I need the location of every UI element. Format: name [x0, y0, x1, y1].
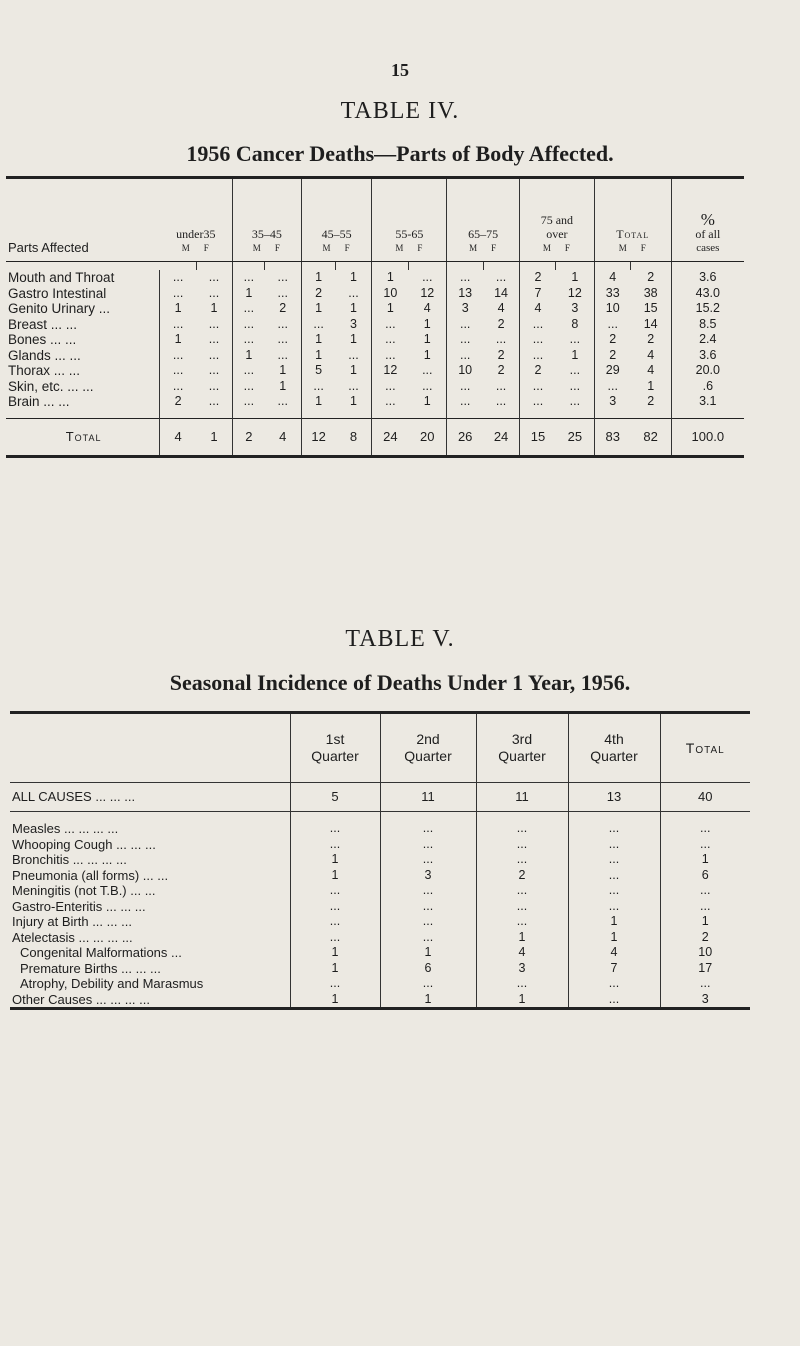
cell: 7: [568, 961, 660, 977]
cell: ...: [660, 821, 750, 837]
cell: 4: [476, 945, 568, 961]
cell: ...: [160, 363, 196, 379]
cell: ...: [520, 394, 556, 410]
cell: ...: [660, 837, 750, 853]
cell: ...: [277, 285, 288, 300]
cell: 100.0: [671, 418, 744, 456]
cell: ...: [232, 270, 264, 286]
cell: 6: [380, 961, 476, 977]
table-v-subtitle: Seasonal Incidence of Deaths Under 1 Year, 1956.: [169, 670, 631, 695]
cell: ...: [476, 976, 568, 992]
cell: ...: [495, 332, 507, 346]
cell: ...: [520, 379, 556, 395]
cell: 1: [350, 332, 357, 346]
cell: 1: [568, 930, 660, 946]
cell: 4: [520, 301, 556, 317]
cell: ...: [290, 821, 380, 837]
cell: ...: [290, 930, 380, 946]
cell: ...: [372, 348, 408, 364]
row-label: ALL CAUSES ... ... ...: [10, 783, 290, 812]
cell: ...: [372, 394, 408, 410]
cell: ...: [569, 363, 581, 377]
cell: ...: [232, 332, 264, 348]
cell: 8: [336, 418, 372, 456]
cell: ...: [232, 317, 264, 333]
cell: 4: [647, 363, 655, 377]
cell: ...: [348, 285, 359, 300]
cell: 1: [350, 270, 357, 284]
cell: 2: [647, 394, 655, 408]
cell: 4: [423, 301, 431, 315]
cell: 2: [647, 270, 655, 284]
cell: ...: [301, 317, 335, 333]
cell: ...: [277, 316, 288, 331]
cell: 3: [571, 301, 579, 315]
cell: ...: [380, 883, 476, 899]
cell: ...: [380, 852, 476, 868]
cell: ...: [380, 930, 476, 946]
cell: 1: [210, 301, 218, 315]
cell: ...: [208, 332, 220, 346]
cell: 4: [647, 347, 655, 362]
cell: ...: [594, 317, 630, 333]
table-row: [10, 821, 750, 837]
cell: 17: [660, 961, 750, 977]
cell: 3.6: [671, 348, 744, 364]
cell: 38: [643, 285, 658, 300]
cell: 1: [647, 378, 655, 393]
cancer-deaths-table: [6, 176, 744, 458]
cell: ...: [476, 883, 568, 899]
cell: 6: [660, 868, 750, 884]
table-row: [10, 914, 750, 930]
row-label: Gastro Intestinal: [8, 285, 107, 301]
cell: ...: [568, 868, 660, 884]
cell: ...: [495, 378, 507, 393]
row-label: Breast ... ...: [8, 316, 78, 332]
row-label: Thorax ... ...: [8, 363, 81, 378]
cell: 4: [497, 301, 505, 315]
cell: 1: [301, 270, 335, 286]
cell: ...: [495, 270, 507, 284]
row-label: Brain ... ...: [8, 394, 70, 409]
cell: ...: [372, 379, 408, 395]
table-row: [10, 837, 750, 853]
q4-header: 4th Quarter: [568, 713, 660, 783]
cell: 1: [232, 348, 264, 364]
cell: 29: [594, 363, 630, 379]
cell: ...: [476, 914, 568, 930]
cell: ...: [160, 317, 196, 333]
table-row: [6, 332, 744, 348]
cell: 2: [476, 868, 568, 884]
cell: ...: [232, 379, 264, 395]
cell: ...: [208, 347, 220, 362]
cell: 1: [279, 363, 287, 377]
cell: 15: [520, 418, 556, 456]
cell: 1: [290, 945, 380, 961]
cell: 15.2: [671, 301, 744, 317]
page-number: 15: [391, 60, 409, 80]
cell: 2: [301, 286, 335, 302]
table-row: [10, 961, 750, 977]
percent-header: % of all cases: [671, 178, 744, 262]
cell: 2.4: [671, 332, 744, 348]
cell: 3: [380, 868, 476, 884]
cell: 1: [476, 930, 568, 946]
cell: 1: [279, 378, 287, 393]
cell: 2: [520, 363, 556, 379]
cell: 2: [647, 332, 655, 346]
cell: ...: [380, 821, 476, 837]
table-row: [6, 348, 744, 364]
cell: 20.0: [671, 363, 744, 379]
cell: ...: [476, 899, 568, 915]
cell: ...: [568, 899, 660, 915]
cell: 1: [380, 945, 476, 961]
row-label: Bronchitis ... ... ... ...: [12, 852, 127, 867]
cell: 40: [660, 783, 750, 812]
table-row: [10, 899, 750, 915]
cell: ...: [380, 914, 476, 930]
age-group-header: 75 and over M F: [520, 178, 595, 262]
cell: 33: [594, 286, 630, 302]
cell: ...: [422, 378, 433, 393]
cell: 1: [568, 914, 660, 930]
cell: 4: [594, 270, 630, 286]
cell: ...: [208, 316, 220, 331]
cell: 1: [423, 347, 431, 362]
cell: 12: [372, 363, 408, 379]
cell: 3.6: [671, 270, 744, 286]
cell: 5: [301, 363, 335, 379]
row-label: Atelectasis ... ... ... ...: [12, 929, 133, 945]
q2-header: 2nd Quarter: [380, 713, 476, 783]
cell: ...: [447, 270, 483, 286]
cell: ...: [232, 301, 264, 317]
cell: 10: [447, 363, 483, 379]
cell: 3.1: [671, 394, 744, 410]
cell: 1: [290, 992, 380, 1009]
cell: 11: [380, 783, 476, 812]
cell: ...: [568, 976, 660, 992]
cell: ...: [476, 821, 568, 837]
cell: 2: [497, 316, 505, 331]
cell: 24: [483, 418, 519, 456]
cell: ...: [447, 348, 483, 364]
cell: ...: [422, 270, 433, 284]
table-row: [6, 301, 744, 317]
cell: 4: [160, 418, 196, 456]
row-label: Meningitis (not T.B.) ... ...: [12, 883, 156, 898]
cell: 12: [567, 285, 582, 300]
cell: 1: [350, 301, 357, 315]
cell: ...: [594, 379, 630, 395]
cell: .6: [671, 379, 744, 395]
cell: ...: [208, 285, 220, 300]
cell: 1: [571, 270, 579, 284]
cell: 2: [497, 347, 505, 362]
cell: ...: [380, 899, 476, 915]
cell: 3: [476, 961, 568, 977]
cell: 1: [232, 286, 264, 302]
row-label: Measles ... ... ... ...: [12, 821, 119, 836]
cell: 1: [290, 852, 380, 868]
cell: ...: [277, 270, 288, 284]
cell: 1: [660, 914, 750, 930]
cell: 8.5: [671, 317, 744, 333]
cell: 3: [594, 394, 630, 410]
cell: ...: [569, 394, 581, 408]
cell: ...: [568, 883, 660, 899]
cell: ...: [520, 317, 556, 333]
cell: 13: [447, 286, 483, 302]
cell: ...: [348, 347, 359, 362]
age-group-header: 45–55 M F: [301, 178, 372, 262]
row-label: Glands ... ...: [8, 347, 81, 363]
table-row: [6, 286, 744, 302]
cell: 3: [447, 301, 483, 317]
cell: 1: [290, 961, 380, 977]
cell: 1: [380, 992, 476, 1009]
cell: 1: [423, 316, 431, 331]
cell: 12: [420, 285, 435, 300]
table-row: [6, 394, 744, 410]
cell: ...: [277, 347, 288, 362]
infant-deaths-table: [10, 711, 750, 1010]
total-header: Total: [660, 713, 750, 783]
cell: 1: [301, 301, 335, 317]
parts-affected-header: Parts Affected: [6, 178, 160, 262]
cell: ...: [422, 363, 433, 377]
row-label: Bones ... ...: [8, 332, 77, 347]
cell: 2: [160, 394, 196, 410]
cell: ...: [160, 270, 196, 286]
cell: ...: [208, 378, 220, 393]
cell: ...: [160, 348, 196, 364]
row-label: Whooping Cough ... ... ...: [12, 836, 156, 852]
cell: 13: [568, 783, 660, 812]
cell: ...: [447, 332, 483, 348]
cell: 3: [660, 992, 750, 1009]
all-causes-row: [10, 783, 750, 812]
cell: ...: [380, 976, 476, 992]
cell: 1: [301, 348, 335, 364]
cell: 1: [571, 347, 579, 362]
row-label: Pneumonia (all forms) ... ...: [12, 867, 169, 883]
cell: ...: [290, 837, 380, 853]
cell: 1: [160, 332, 196, 348]
cell: 20: [408, 418, 446, 456]
cell: 8: [571, 316, 579, 331]
cell: ...: [447, 317, 483, 333]
cell: ...: [348, 378, 359, 393]
cell: ...: [372, 332, 408, 348]
age-group-header: 35–45 M F: [232, 178, 301, 262]
cell: 1: [196, 418, 232, 456]
table-row: [10, 992, 750, 1009]
cell: 1: [301, 332, 335, 348]
cell: ...: [476, 837, 568, 853]
cell: 1: [423, 394, 431, 408]
cell: 2: [594, 332, 630, 348]
cell: ...: [160, 286, 196, 302]
cell: ...: [290, 976, 380, 992]
table-row: [6, 379, 744, 395]
cell: 1: [372, 270, 408, 286]
cell: ...: [447, 394, 483, 410]
table-iv-subtitle: 1956 Cancer Deaths—Parts of Body Affected.: [186, 141, 614, 166]
row-label: Premature Births ... ... ...: [20, 960, 161, 976]
table-row: [10, 945, 750, 961]
table-row: [10, 930, 750, 946]
cell: ...: [380, 837, 476, 853]
cell: ...: [660, 899, 750, 915]
cell: ...: [290, 899, 380, 915]
q3-header: 3rd Quarter: [476, 713, 568, 783]
cell: 12: [301, 418, 335, 456]
cell: 26: [447, 418, 483, 456]
cell: ...: [301, 379, 335, 395]
row-label: Skin, etc. ... ...: [8, 378, 94, 394]
cell: 2: [520, 270, 556, 286]
cell: ...: [277, 332, 288, 346]
total-row: [6, 418, 744, 456]
cell: 82: [631, 418, 671, 456]
table-row: [10, 976, 750, 992]
cell: 1: [372, 301, 408, 317]
cell: ...: [660, 883, 750, 899]
table-row: [6, 363, 744, 379]
row-label: Gastro-Enteritis ... ... ...: [12, 898, 146, 914]
cell: ...: [569, 378, 581, 393]
cell: 15: [643, 301, 658, 315]
table-row: [10, 868, 750, 884]
cell: 1: [476, 992, 568, 1009]
cell: 1: [290, 868, 380, 884]
cell: ...: [208, 363, 220, 377]
cell: 2: [594, 348, 630, 364]
row-label: Atrophy, Debility and Marasmus: [20, 976, 204, 991]
table-row: [6, 317, 744, 333]
cell: 43.0: [671, 286, 744, 302]
row-label: Mouth and Throat: [8, 270, 115, 285]
row-label: Genito Urinary ...: [8, 301, 111, 316]
row-label: Total: [6, 418, 160, 456]
cell: 7: [520, 286, 556, 302]
cell: ...: [569, 332, 581, 346]
table-row: [10, 852, 750, 868]
cell: 10: [594, 301, 630, 317]
cell: 1: [301, 394, 335, 410]
cause-header: [10, 713, 290, 783]
cell: 14: [494, 285, 509, 300]
cell: ...: [476, 852, 568, 868]
age-group-header: under35 M F: [160, 178, 233, 262]
cell: 2: [497, 363, 505, 377]
row-label: Injury at Birth ... ... ...: [12, 914, 132, 929]
cell: 11: [476, 783, 568, 812]
cell: ...: [447, 379, 483, 395]
row-label: Other Causes ... ... ... ...: [12, 991, 150, 1007]
cell: 1: [660, 852, 750, 868]
cell: ...: [290, 883, 380, 899]
table-iv-title: TABLE IV.: [340, 98, 460, 124]
q1-header: 1st Quarter: [290, 713, 380, 783]
cell: 10: [372, 286, 408, 302]
cell: 25: [556, 418, 594, 456]
cell: 1: [160, 301, 196, 317]
cell: 2: [279, 301, 287, 315]
cell: ...: [208, 270, 220, 284]
cell: ...: [568, 992, 660, 1009]
cell: 4: [568, 945, 660, 961]
cell: 83: [594, 418, 630, 456]
cell: 3: [350, 316, 357, 331]
row-label: Congenital Malformations ...: [20, 945, 182, 960]
cell: ...: [660, 976, 750, 992]
total-header: Total M F: [594, 178, 671, 262]
cell: ...: [568, 837, 660, 853]
cell: 10: [660, 945, 750, 961]
cell: ...: [495, 394, 507, 408]
table-row: [6, 270, 744, 286]
cell: ...: [160, 379, 196, 395]
cell: ...: [520, 348, 556, 364]
cell: 14: [643, 316, 658, 331]
cell: 1: [350, 363, 357, 377]
cell: ...: [372, 317, 408, 333]
cell: 4: [265, 418, 301, 456]
table-row: [10, 883, 750, 899]
cell: ...: [568, 821, 660, 837]
cell: 2: [660, 930, 750, 946]
cell: 1: [423, 332, 431, 346]
age-group-header: 55-65 M F: [372, 178, 447, 262]
cell: 1: [350, 394, 357, 408]
cell: 24: [372, 418, 408, 456]
cell: ...: [232, 363, 264, 379]
cell: ...: [290, 914, 380, 930]
cell: ...: [208, 394, 220, 408]
table-v-title: TABLE V.: [345, 626, 455, 652]
cell: ...: [520, 332, 556, 348]
cell: 5: [290, 783, 380, 812]
cell: 2: [232, 418, 264, 456]
cell: ...: [277, 394, 288, 408]
age-group-header: 65–75 M F: [447, 178, 520, 262]
cell: ...: [568, 852, 660, 868]
cell: ...: [232, 394, 264, 410]
